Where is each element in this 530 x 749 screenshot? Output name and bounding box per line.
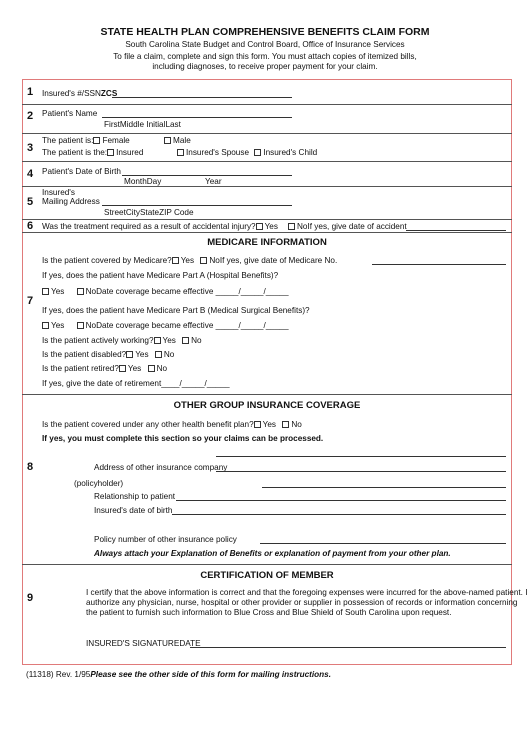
- row-number: 7: [27, 295, 34, 307]
- part-a-question: If yes, does the patient have Medicare Part A (Hospital Benefits)?: [42, 271, 279, 280]
- row-number: 6: [27, 220, 34, 232]
- signature-field[interactable]: [190, 647, 506, 648]
- row-divider: [22, 186, 512, 187]
- spouse-checkbox[interactable]: [177, 149, 184, 156]
- medicare-number-field[interactable]: [372, 264, 506, 265]
- working-yes-checkbox[interactable]: [154, 337, 161, 344]
- signature-label: INSURED'S SIGNATUREDATE: [86, 639, 201, 648]
- row-divider: [22, 564, 512, 565]
- ssn-label: Insured's #/SSNZCS: [42, 89, 118, 98]
- accident-yes-checkbox[interactable]: [256, 223, 263, 230]
- row-number: 4: [27, 168, 34, 180]
- certification-heading: CERTIFICATION OF MEMBER: [200, 570, 334, 581]
- retired-question: Is the patient retired? Yes No: [42, 364, 168, 373]
- row-divider: [22, 104, 512, 105]
- part-a-answer: Yes NoDate coverage became effective _____/_____/_____: [42, 287, 289, 296]
- row-number: 5: [27, 196, 34, 208]
- insured-dob-field[interactable]: [172, 514, 506, 515]
- footer: [26, 670, 331, 679]
- other-plan-question: Is the patient covered under any other health benefit plan? Yes No: [42, 420, 302, 429]
- insured-checkbox[interactable]: [107, 149, 114, 156]
- disabled-no-checkbox[interactable]: [155, 351, 162, 358]
- other-plan-no-checkbox[interactable]: [282, 421, 289, 428]
- certification-line3: the patient to furnish such information to Blue Cross and Blue Shield of South Carolina upon request.: [86, 608, 452, 617]
- form-subtitle: South Carolina State Budget and Control Board, Office of Insurance Services: [125, 40, 405, 49]
- patient-name-sublabels: FirstMiddle InitialLast: [104, 120, 181, 129]
- dob-month-day: MonthDay: [124, 177, 162, 186]
- child-checkbox[interactable]: [254, 149, 261, 156]
- spouse-option: Insured's Spouse Insured's Child: [177, 148, 317, 157]
- row-divider: [22, 232, 512, 233]
- part-b-yes-checkbox[interactable]: [42, 322, 49, 329]
- policyholder-field[interactable]: [262, 487, 506, 488]
- form-instructions-line2: including diagnoses, to receive proper payment for your claim.: [152, 62, 378, 71]
- medicare-covered-question: Is the patient covered by Medicare? Yes NoIf yes, give date of Medicare No.: [42, 256, 338, 265]
- accident-no-checkbox[interactable]: [288, 223, 295, 230]
- disabled-question: Is the patient disabled? Yes No: [42, 350, 175, 359]
- form-instructions-line1: To file a claim, complete and sign this form. You must attach copies of itemized bills,: [113, 52, 417, 61]
- other-insurer-address-field[interactable]: [216, 471, 506, 472]
- retirement-date-field[interactable]: ____/_____/_____: [161, 379, 230, 388]
- policyholder-label: (policyholder): [74, 479, 124, 488]
- disabled-yes-checkbox[interactable]: [126, 351, 133, 358]
- form-number: (11318) Rev. 1/95: [26, 670, 91, 679]
- patient-relationship-row: The patient is the: Insured: [42, 148, 144, 157]
- part-b-question: If yes, does the patient have Medicare Part B (Medical Surgical Benefits)?: [42, 306, 310, 315]
- part-a-no-checkbox[interactable]: [77, 288, 84, 295]
- row-number: 2: [27, 110, 34, 122]
- retired-yes-checkbox[interactable]: [119, 365, 126, 372]
- dob-label: Patient's Date of Birth: [42, 167, 121, 176]
- ssn-field[interactable]: [112, 97, 292, 98]
- patient-name-label: Patient's Name: [42, 109, 98, 118]
- working-no-checkbox[interactable]: [182, 337, 189, 344]
- certification-line1: I certify that the above information is correct and that the foregoing expenses were incurred for the above-named patient. I: [86, 588, 528, 597]
- other-insurer-address-label: Address of other insurance company: [94, 463, 228, 472]
- part-b-answer: Yes NoDate coverage became effective _____/_____/_____: [42, 321, 289, 330]
- mailing-address-label2: Mailing Address: [42, 197, 100, 206]
- form-title: STATE HEALTH PLAN COMPREHENSIVE BENEFITS CLAIM FORM: [100, 26, 430, 38]
- male-option: Male: [164, 136, 191, 145]
- mailing-note: Please see the other side of this form for mailing instructions.: [90, 670, 331, 679]
- patient-sex-row: The patient is: Female: [42, 136, 130, 145]
- other-group-heading: OTHER GROUP INSURANCE COVERAGE: [173, 400, 361, 411]
- mailing-address-field[interactable]: [102, 205, 292, 206]
- relationship-label: Relationship to patient: [94, 492, 176, 501]
- part-a-date-field[interactable]: _____/_____/_____: [215, 287, 289, 296]
- dob-field[interactable]: [122, 175, 292, 176]
- accident-question: Was the treatment required as a result of accidental injury? Yes: [42, 222, 278, 231]
- row-divider: [22, 219, 512, 220]
- row-divider: [22, 394, 512, 395]
- mailing-address-sublabels: StreetCityStateZIP Code: [104, 208, 194, 217]
- accident-no-option: NoIf yes, give date of accident: [288, 222, 407, 231]
- relationship-field[interactable]: [176, 500, 506, 501]
- row-number: 8: [27, 461, 34, 473]
- policy-number-label: Policy number of other insurance policy: [94, 535, 237, 544]
- part-b-no-checkbox[interactable]: [77, 322, 84, 329]
- certification-line2: authorize any physician, nurse, hospital or other provider or supplier in possession of records or information concerning: [86, 598, 518, 607]
- insured-dob-label: Insured's date of birth: [94, 506, 173, 515]
- patient-name-field[interactable]: [102, 117, 292, 118]
- row-number: 1: [27, 86, 34, 98]
- retired-no-checkbox[interactable]: [148, 365, 155, 372]
- other-insurer-name-field[interactable]: [216, 456, 506, 457]
- medicare-no-checkbox[interactable]: [200, 257, 207, 264]
- accident-date-field[interactable]: [406, 230, 506, 231]
- part-b-date-field[interactable]: _____/_____/_____: [215, 321, 289, 330]
- row-divider: [22, 133, 512, 134]
- retirement-date-question: If yes, give the date of retirement____/_____/_____: [42, 379, 230, 388]
- medicare-heading: MEDICARE INFORMATION: [207, 237, 327, 248]
- mailing-address-label1: Insured's: [42, 188, 75, 197]
- row-divider: [22, 161, 512, 162]
- other-plan-yes-checkbox[interactable]: [254, 421, 261, 428]
- row-number: 3: [27, 142, 34, 154]
- part-a-yes-checkbox[interactable]: [42, 288, 49, 295]
- ssn-value: ZCS: [100, 89, 118, 98]
- row-number: 9: [27, 592, 34, 604]
- policy-number-field[interactable]: [260, 543, 506, 544]
- male-checkbox[interactable]: [164, 137, 171, 144]
- dob-year: Year: [205, 177, 222, 186]
- other-plan-notice: If yes, you must complete this section so your claims can be processed.: [42, 434, 324, 443]
- eob-note: Always attach your Explanation of Benefits or explanation of payment from your other plan.: [94, 549, 451, 558]
- female-checkbox[interactable]: [93, 137, 100, 144]
- working-question: Is the patient actively working? Yes No: [42, 336, 202, 345]
- medicare-yes-checkbox[interactable]: [172, 257, 179, 264]
